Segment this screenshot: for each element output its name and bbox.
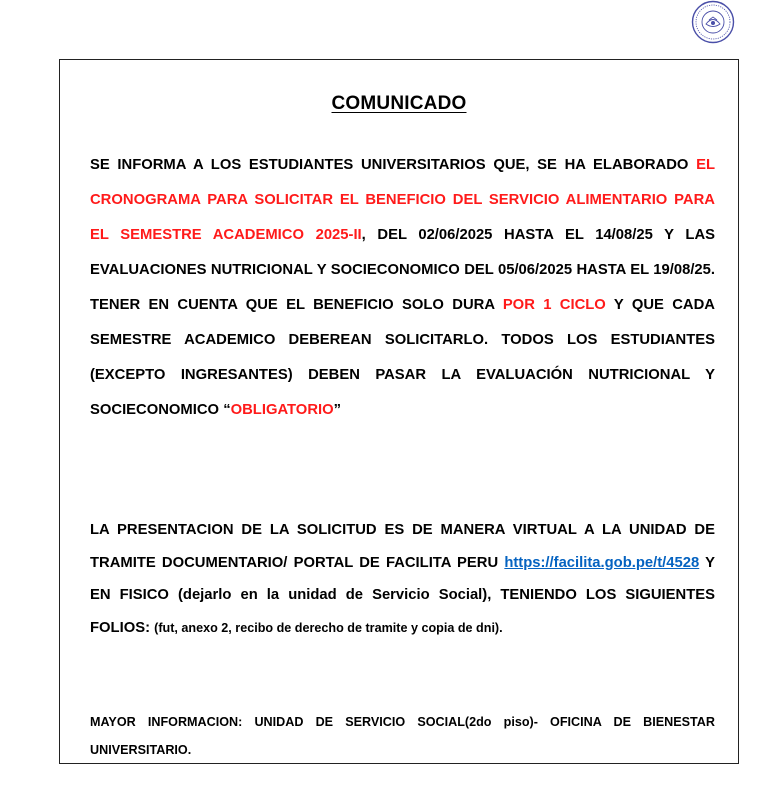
paragraph-text: Y EN FISICO (dejarlo en la unidad de Servicio Social), TENIENDO LOS SIGUIENTES FOLIOS: [90, 554, 715, 636]
institution-seal-icon [691, 0, 735, 44]
highlight-text: POR 1 CICLO [502, 297, 606, 313]
page-title: COMUNICADO [331, 93, 467, 114]
paragraph-text: SE INFORMA A LOS ESTUDIANTES UNIVERSITARIOS QUE, SE HA ELABORADO [90, 157, 697, 173]
paragraph-contact [90, 708, 715, 764]
paragraph-text: , DEL 02/06/2025 HASTA EL 14/08/25 Y LAS EVALUACIONES NUTRICIONAL Y SOCIECONOMICO DEL 05/06/2025 HASTA EL 19/08/25. TENER EN CUENTA QUE EL BENEFICIO SOLO DURA [90, 227, 715, 313]
quote-mark: “ [223, 402, 231, 418]
paragraph-schedule [90, 148, 715, 428]
highlight-text: EL CRONOGRAMA PARA SOLICITAR EL BENEFICIO DEL SERVICIO ALIMENTARIO PARA EL SEMESTRE ACADEMICO 2025-II [90, 157, 715, 243]
highlight-text: OBLIGATORIO [230, 402, 334, 418]
folios-list: (fut, anexo 2, recibo de derecho de tramite y copia de dni). [154, 620, 503, 635]
paragraph-text: LA PRESENTACION DE LA SOLICITUD ES DE MANERA VIRTUAL A LA UNIDAD DE TRAMITE DOCUMENTARIO/ PORTAL DE FACILITA PERU [90, 522, 715, 571]
paragraph-submission [90, 514, 715, 644]
paragraph-text: Y QUE CADA SEMESTRE ACADEMICO DEBEREAN SOLICITARLO. TODOS LOS ESTUDIANTES (EXCEPTO INGRESANTES) DEBEN PASAR LA EVALUACIÓN NUTRICIONAL Y SOCIECONOMICO [90, 297, 715, 418]
announcement-frame [59, 59, 739, 764]
facilita-link[interactable]: https://facilita.gob.pe/t/4528 [504, 554, 700, 571]
paragraph-text: MAYOR INFORMACION: UNIDAD DE SERVICIO SOCIAL(2do piso)- OFICINA DE BIENESTAR UNIVERSITARIO. [90, 715, 715, 757]
quote-mark: ” [333, 402, 342, 418]
